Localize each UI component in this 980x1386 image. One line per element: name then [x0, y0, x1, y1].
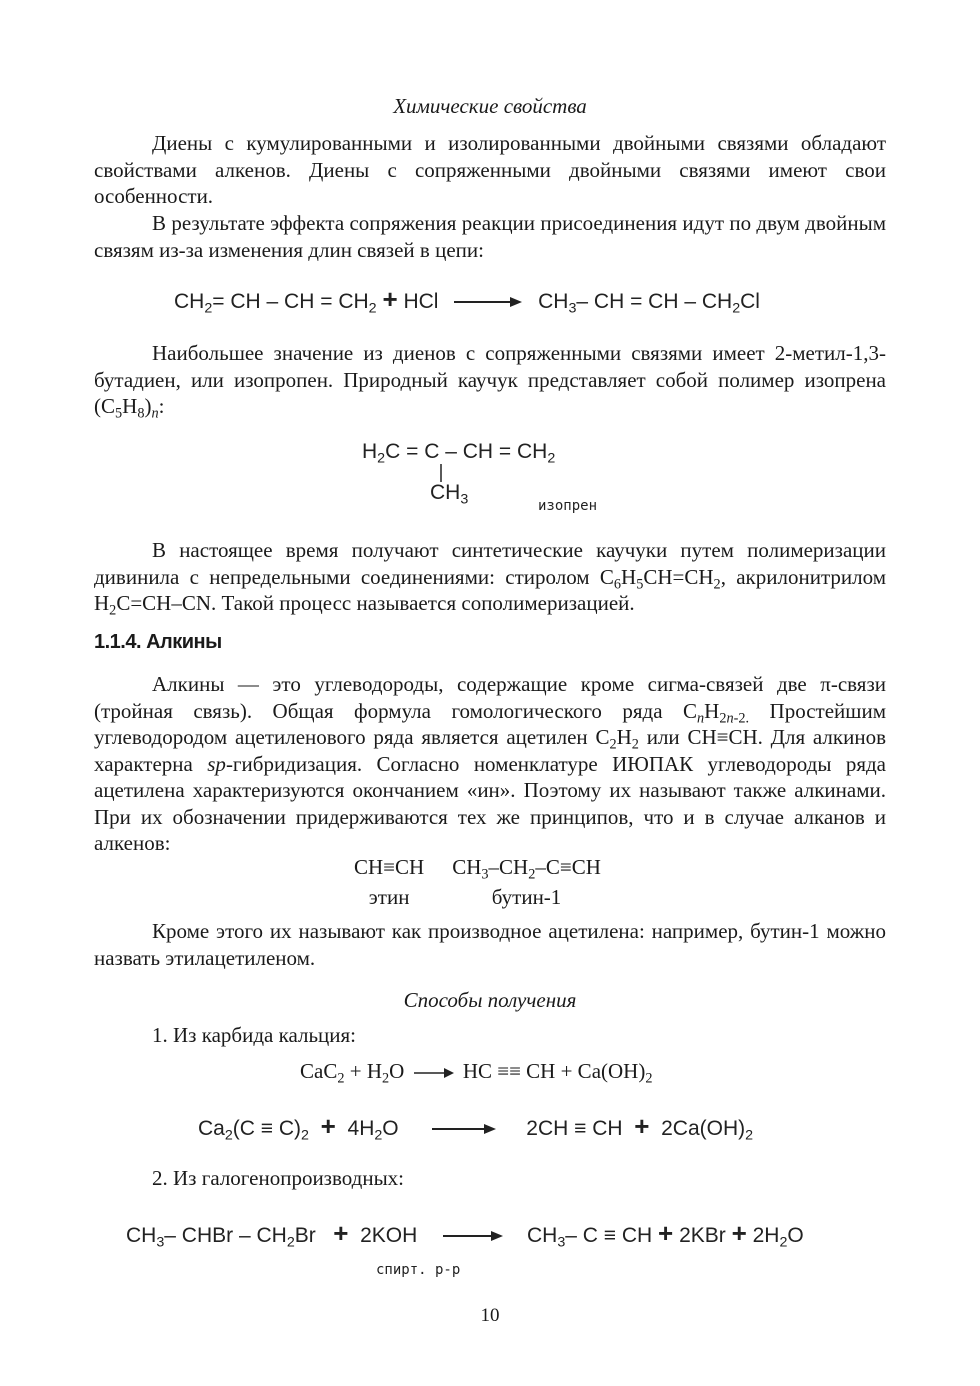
page-number: 10 [480, 1305, 500, 1326]
paragraph-alkynes [94, 671, 886, 857]
paragraph-text: В результате эффекта сопряжения реакции присоединения идут по двум двойным связям из-за изменения длин связей в цепи: [94, 211, 886, 262]
reaction-carbide-1: $CaC_2 + H_2O$ HC ≡≡ CH + $Ca(OH)_2$ [300, 1059, 653, 1087]
section-heading-alkynes: 1.1.4. Алкины [94, 631, 222, 653]
reaction-arrow-icon [412, 1067, 456, 1079]
section-title: Химические свойства [393, 94, 587, 118]
alkyne-names-table [340, 852, 615, 912]
paragraph-conjugation [94, 210, 886, 263]
reaction-diene-hcl: $CH_2=$ CH – CH = $CH_2$ + HCl $CH_3-$ CH = CH – $CH_2Cl$ [174, 284, 760, 317]
isoprene-structure: $H_2C = C$ – CH = $CH_2$ [362, 440, 556, 467]
paragraph-text: Наибольшее значение из диенов с сопряженными связями имеет 2-метил-1,3-бутадиен, или изопропен. Природный каучук представляет собой полимер изопрена $(C_5H_8)_n$: [94, 341, 886, 422]
paragraph-isoprene [94, 340, 886, 420]
methyl-group: $CH_3$ [430, 481, 469, 508]
reaction-arrow-icon [430, 1122, 498, 1136]
isoprene-label: изопрен [538, 498, 598, 514]
reaction-carbide-2: $Ca_2(C \equiv C)_2 + 4H_2O$ 2CH ≡ CH + $2Ca(OH)_2$ [198, 1111, 754, 1144]
paragraph-dienes [94, 130, 886, 210]
reaction-arrow-icon [452, 295, 524, 309]
butyne-name: бутин-1 [491, 884, 562, 909]
paragraph-text: Диены с кумулированными и изолированными двойными связями обладают свойствами алкенов. Диены с сопряженными двойными связями имеют свои особенности. [94, 131, 886, 208]
solvent-label: спирт. р-р [376, 1262, 461, 1278]
subsection-title: Способы получения [403, 988, 577, 1012]
butyne-formula: $CH_3-CH_2-C\equiv CH$ [452, 854, 601, 882]
paragraph-text: В настоящее время получают синтетические каучуки путем полимеризации дивинила с непредельными соединениями: стиролом $C_6H_5CH=CH_2$, акрилонитрилом $H_2C=CH-CN$. Такой процесс называется сополимеризацией. [94, 538, 886, 619]
paragraph-text: Кроме этого их называют как производное ацетилена: например, бутин-1 можно назвать этилацетиленом. [94, 919, 886, 970]
method-item-2: 2. Из галогенопроизводных: [152, 1166, 405, 1190]
paragraph-ethylacetylene [94, 918, 886, 971]
paragraph-text: Алкины — это углеводороды, содержащие кроме сигма-связей две π-связи (тройная связь). Общая формула гомологического ряда $C_nH_{2n-2.}$ Простейшим углеводородом ацетиленового ряда является ацетилен $C_2H_2$ или CH≡CH. Для алкинов характерна sp-гибридизация. Согласно номенклатуре ИЮПАК углеводороды ряда ацетилена характеризуются окончанием «ин». Поэтому их называют также алкинами. При их обозначении придерживаются тех же принципов, что и в случае алканов и алкенов: [94, 672, 886, 855]
reaction-arrow-icon [441, 1229, 505, 1243]
ethyne-name: этин [368, 884, 410, 909]
paragraph-synthetic-rubber [94, 537, 886, 617]
ethyne-formula: CH≡CH [354, 854, 425, 879]
method-item-1: 1. Из карбида кальция: [152, 1023, 357, 1047]
reaction-halogen: $CH_3-$ CHBr – $CH_2Br + 2KOH$ $CH_3-$ C ≡ CH + $2KBr + 2H_2O$ [126, 1218, 804, 1251]
